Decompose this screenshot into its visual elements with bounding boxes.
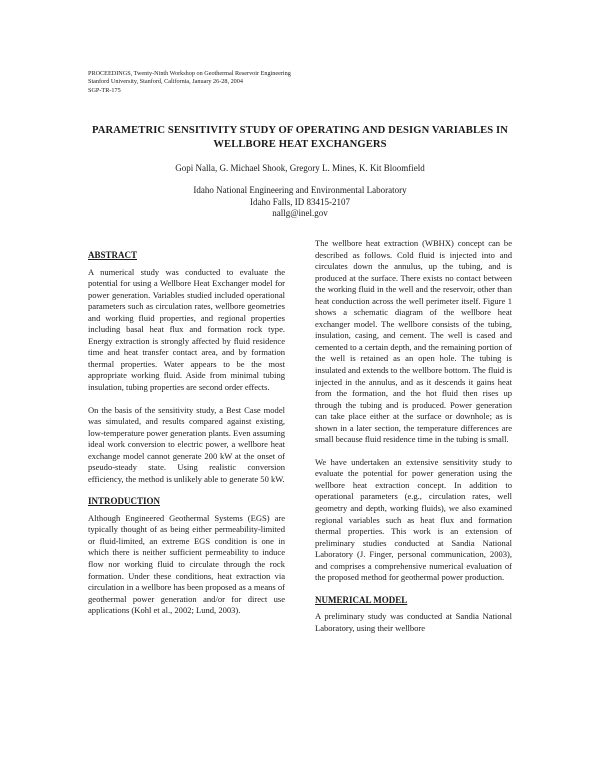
abstract-heading: ABSTRACT: [88, 250, 138, 260]
affiliation: [60, 185, 540, 220]
left-column: [88, 250, 285, 628]
right-column: [315, 238, 512, 645]
numerical-model-heading: NUMERICAL MODEL: [315, 594, 408, 605]
abstract-paragraph-2: On the basis of the sensitivity study, a Best Case model was simulated, and results compared against existing, low-temperature power generation plants. Even assuming ideal work conversion to electric power, a wellbore heat exchange model cannot generate 200 kW at the onset of pseudo-steady state. Using realistic conversion efficiency, the method is unlikely able to generate 50 kW.: [88, 404, 285, 484]
affiliation-org: Idaho National Engineering and Environmental Laboratory: [193, 185, 407, 195]
header-line-1: PROCEEDINGS, Twenty-Ninth Workshop on Geothermal Reservoir Engineering: [88, 70, 291, 77]
affiliation-email: nallg@inel.gov: [272, 208, 328, 218]
paper-title: [60, 124, 540, 151]
introduction-heading: INTRODUCTION: [88, 496, 161, 507]
header-line-3: SGP-TR-175: [88, 86, 121, 94]
sensitivity-paragraph: We have undertaken an extensive sensitivity study to evaluate the potential for power generation using the wellbore heat extraction concept. In addition to operational parameters (e.g., circulation rates, well geometry and depth, working fluids), we also examined regional variables such as heat flux and formation thermal properties. This work is an extension of preliminary studies conducted at Sandia National Laboratory (J. Finger, personal communication, 2003), and comprises a comprehensive numerical evaluation of the proposed method for geothermal power production.: [315, 456, 512, 583]
title-line-1: PARAMETRIC SENSITIVITY STUDY OF OPERATING AND DESIGN VARIABLES IN: [91, 125, 508, 136]
wbhx-paragraph: The wellbore heat extraction (WBHX) concept can be described as follows. Cold fluid is injected into and circulates down the annulus, up the tubing, and is produced at the surface. There exists no contact between the working fluid in the well and the reservoir, other than heat conduction across the well perimeter itself. Figure 1 shows a schematic diagram of the wellbore heat exchanger model. The wellbore consists of the tubing, insulation, casing, and cement. The well is cased and cemented to a certain depth, and the remaining portion of the well is retained as an open hole. The tubing is insulated and extends to the wellbore bottom. The fluid is injected in the annulus, and as it descends it gains heat from the formation, and the hot fluid then rises up through the tubing and is produced. Power generation can take place either at the surface or downhole; as is shown in a later section, the temperature differences are small because fluid residence time in the tubing is small.: [315, 238, 512, 445]
abstract-paragraph-1: A numerical study was conducted to evaluate the potential for using a Wellbore Heat Exchanger model for power generation. Variables studied included operational parameters such as circulation rates, wellbore geometries and working fluid properties, and regional properties including basal heat flux and formation rock type. Energy extraction is strongly affected by fluid residence time and heat transfer contact area, and by formation thermal properties. Water appears to be the most appropriate working fluid. Aside from minimal tubing insulation, tubing properties are second order effects.: [88, 266, 285, 392]
author-list: Gopi Nalla, G. Michael Shook, Gregory L. Mines, K. Kit Bloomfield: [175, 163, 425, 173]
title-line-2: WELLBORE HEAT EXCHANGERS: [213, 138, 387, 150]
introduction-paragraph-1: Although Engineered Geothermal Systems (EGS) are typically thought of as being either permeability-limited or fluid-limited, an extreme EGS condition is one in which there is neither sufficient permeability to induce flow nor working fluid to circulate through the rock formation. Under these conditions, heat extraction via circulation in a wellbore has been proposed as a means of geothermal power generation and/or for direct use applications (Kohl et al., 2002; Lund, 2003).: [88, 512, 285, 616]
numerical-model-paragraph: A preliminary study was conducted at Sandia National Laboratory, using their wellbore: [315, 611, 512, 633]
affiliation-address: Idaho Falls, ID 83415-2107: [250, 196, 350, 207]
proceedings-header: [88, 70, 291, 95]
header-line-2: Stanford University, Stanford, California, January 26-28, 2004: [88, 78, 243, 86]
